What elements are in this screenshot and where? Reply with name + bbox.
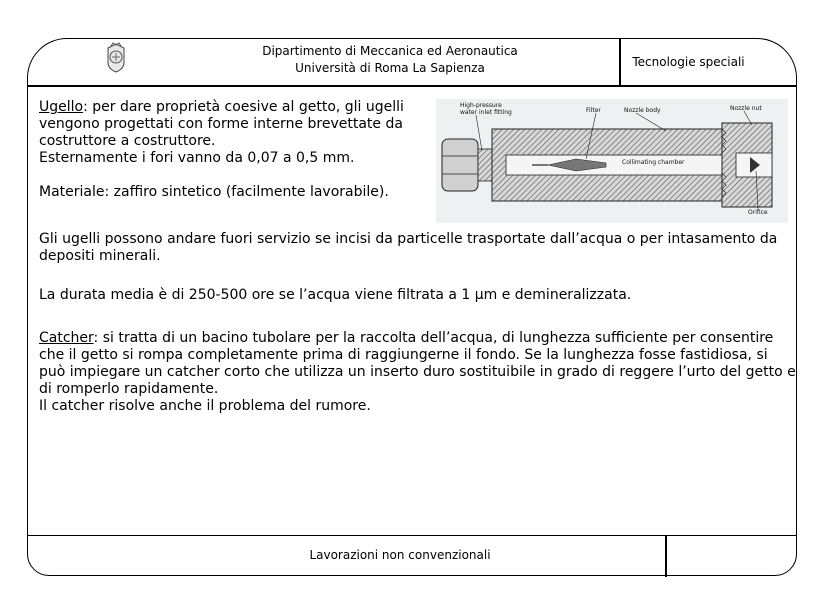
footer-divider — [27, 535, 797, 536]
label-nozzle-nut: Nozzle nut — [730, 105, 762, 112]
catcher-line-4: di romperlo rapidamente. — [39, 381, 219, 397]
label-collimating-chamber: Collimating chamber — [622, 159, 685, 166]
department-name: Dipartimento di Meccanica ed Aeronautica — [262, 44, 518, 58]
footer-column-divider — [665, 535, 667, 577]
university-seal-icon — [104, 42, 128, 74]
footer-title: Lavorazioni non convenzionali — [309, 548, 491, 562]
catcher-line-2: che il getto si rompa completamente prima di raggiungerne il fondo. Se la lunghezza fosse fastidiosa, si — [39, 347, 768, 363]
catcher-line-3: può impiegare un catcher corto che utilizza un inserto duro sostituibile in grado di reggere l’urto del getto e — [39, 364, 796, 380]
catcher-block — [39, 330, 799, 415]
nozzle-line-3: costruttore a costruttore. — [39, 133, 216, 149]
header-divider — [27, 85, 797, 87]
duration-paragraph: La durata media è di 250-500 ore se l’acqua viene filtrata a 1 μm e demineralizzata. — [39, 287, 632, 303]
service-line-1: Gli ugelli possono andare fuori servizio se incisi da particelle trasportate dall’acqua o per intasamento da — [39, 231, 778, 247]
nozzle-line-2: vengono progettati con forme interne brevettate da — [39, 116, 403, 132]
nozzle-material: Materiale: zaffiro sintetico (facilmente lavorabile). — [39, 184, 389, 200]
label-orifice: Orifice — [748, 209, 768, 216]
catcher-term: Catcher — [39, 330, 94, 346]
nozzle-line-4: Esternamente i fori vanno da 0,07 a 0,5 mm. — [39, 150, 355, 166]
label-inlet-fitting: High-pressure water inlet fitting — [460, 102, 512, 116]
label-nozzle-body: Nozzle body — [624, 107, 661, 114]
catcher-line-5: Il catcher risolve anche il problema del rumore. — [39, 398, 371, 414]
label-filter: Filter — [586, 107, 601, 114]
university-name: Università di Roma La Sapienza — [295, 61, 485, 75]
catcher-line-1: Catcher: si tratta di un bacino tubolare per la raccolta dell’acqua, di lunghezza sufficiente per consentire — [39, 330, 774, 346]
institution-title — [230, 43, 550, 77]
nozzle-line-1: Ugello: per dare proprietà coesive al getto, gli ugelli — [39, 99, 404, 115]
service-line-2: depositi minerali. — [39, 248, 161, 264]
nozzle-diagram — [436, 99, 788, 223]
course-title: Tecnologie speciali — [632, 55, 745, 69]
service-paragraph — [39, 231, 789, 265]
nozzle-term: Ugello — [39, 99, 84, 115]
nozzle-block — [39, 99, 439, 201]
